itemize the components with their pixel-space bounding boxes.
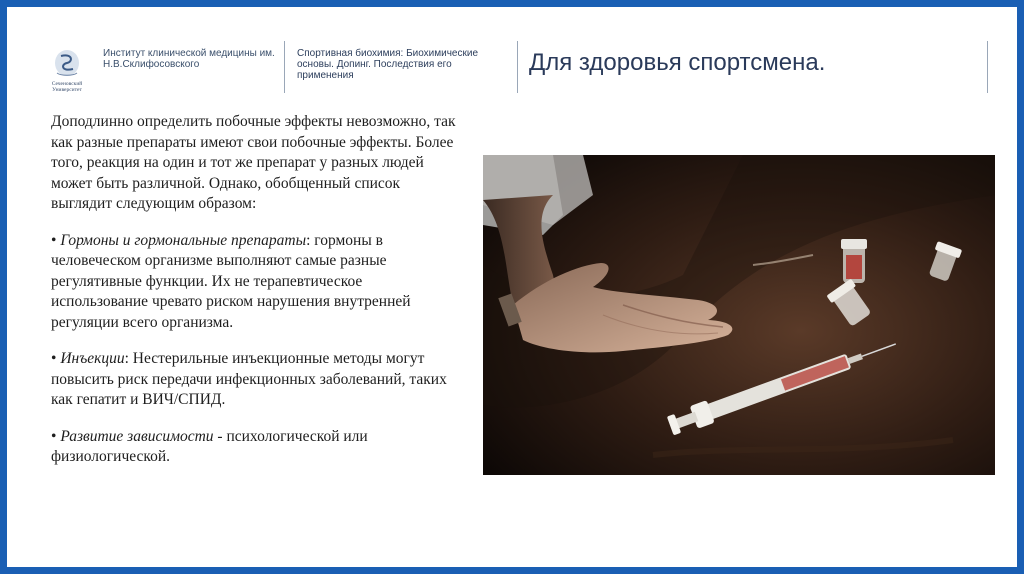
logo-text-line1: Сеченовский xyxy=(51,81,83,87)
syringe-vials-photo xyxy=(483,155,995,475)
bullet-term: Развитие зависимости xyxy=(60,427,214,445)
bullet-text: : гормоны в человеческом организме выполняют самые разные регулятивные функции. Их не терапевтическое использование чревато риском нарушения внутренней регуляции всего организма. xyxy=(51,231,411,331)
bullet-text: : Нестерильные инъекционные методы могут повысить риск передачи инфекционных заболеваний, таких как гепатит и ВИЧ/СПИД. xyxy=(51,350,447,408)
bullet-marker: • xyxy=(51,231,61,249)
slide-body xyxy=(51,112,461,484)
bullet-term: Гормоны и гормональные препараты xyxy=(60,231,307,249)
header-divider xyxy=(987,41,988,93)
university-logo xyxy=(47,47,87,95)
bullet-marker: • xyxy=(51,350,61,367)
intro-paragraph: Доподлинно определить побочные эффекты невозможно, так как разные препараты имеют свои побочные эффекты. Более того, реакция на один и тот же препарат у разных людей может быть различной. Однако, обобщенный список выглядит следующим образом: xyxy=(51,113,456,212)
header-divider xyxy=(284,41,285,93)
university-logo-icon xyxy=(47,47,87,95)
header-divider xyxy=(517,41,518,93)
logo-text-line2: Университет xyxy=(52,87,82,93)
bullet-hormones xyxy=(51,231,461,334)
bullet-term: Инъекции xyxy=(60,350,125,367)
photo-illustration xyxy=(483,155,995,475)
slide-title: Для здоровья спортсмена. xyxy=(529,49,826,76)
bullet-addiction xyxy=(51,427,461,468)
bullet-injections xyxy=(51,349,461,411)
slide-header xyxy=(47,37,997,97)
bullet-marker: • xyxy=(51,427,61,445)
institute-name: Институт клинической медицины им. Н.В.Склифосовского xyxy=(103,48,275,70)
course-title: Спортивная биохимия: Биохимические основы. Допинг. Последствия его применения xyxy=(297,48,479,81)
bullet-text: - психологической или физиологической. xyxy=(51,427,368,465)
